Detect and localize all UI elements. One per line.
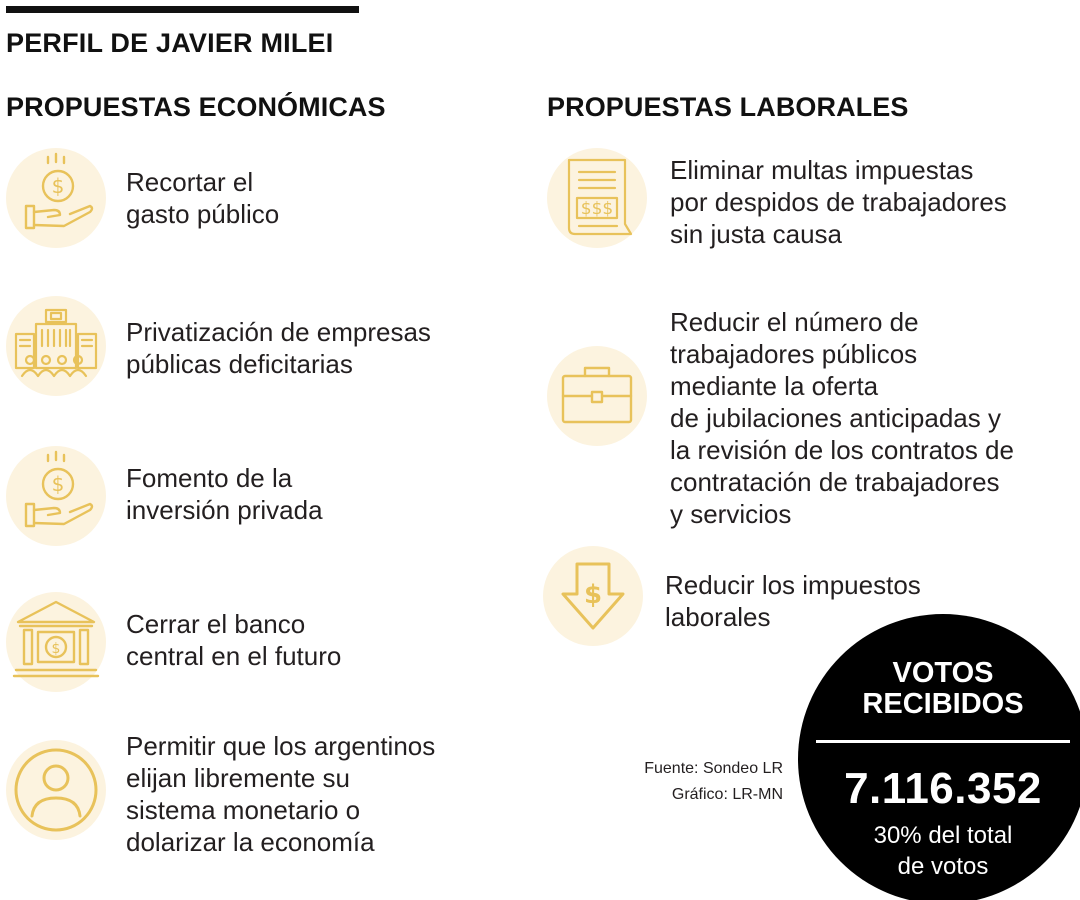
economic-item-line: públicas deficitarias [126,349,353,379]
economic-item-line: elijan libremente su [126,763,351,793]
svg-text:$: $ [51,641,61,657]
economic-item-line: sistema monetario o [126,795,361,825]
top-rule [6,6,359,13]
labor-item-line: contratación de trabajadores [670,467,1000,497]
labor-item-line: Reducir el número de [670,307,919,337]
labor-item-1 [670,154,1007,250]
person-icon [6,740,106,840]
economic-item-line: inversión privada [126,495,323,525]
votes-title: VOTOS [892,657,994,689]
hand-coin-icon [6,148,106,248]
economic-item-1 [126,166,279,230]
labor-item-line: de jubilaciones anticipadas y [670,403,1001,433]
economic-item-line: dolarizar la economía [126,827,375,857]
economic-item-line: Recortar el [126,167,254,197]
votes-circle [798,614,1080,900]
credit-line: Gráfico: LR-MN [671,786,783,803]
source-line: Fuente: Sondeo LR [644,760,783,777]
votes-subtitle: de votos [897,853,989,880]
labor-item-line: trabajadores públicos [670,339,918,369]
economic-item-5 [126,730,435,858]
votes-divider [816,740,1070,743]
labor-item-2 [670,306,1014,530]
svg-text:$: $ [583,580,603,610]
votes-number: 7.116.352 [844,764,1042,813]
section-title-labor: PROPUESTAS LABORALES [547,92,909,122]
labor-item-line: sin justa causa [670,219,842,249]
economic-item-4 [126,608,341,672]
section-title-economic: PROPUESTAS ECONÓMICAS [6,92,386,122]
briefcase-icon [547,346,647,446]
page-title: PERFIL DE JAVIER MILEI [6,28,334,58]
economic-item-line: Permitir que los argentinos [126,731,436,761]
hand-coin-icon [6,446,106,546]
votes-title: RECIBIDOS [862,688,1024,720]
labor-item-line: Reducir los impuestos [665,570,921,600]
economic-item-line: gasto público [126,199,280,229]
economic-item-3 [126,462,323,526]
labor-item-line: y servicios [670,499,792,529]
svg-text:$: $ [51,472,65,496]
economic-item-2 [126,316,431,380]
invoice-icon [547,148,647,248]
labor-item-3 [665,569,921,633]
dollar-down-arrow-icon [543,546,643,646]
svg-text:$$$: $$$ [580,199,614,219]
economic-item-line: central en el futuro [126,641,342,671]
economic-item-line: Fomento de la [126,463,293,493]
building-people-icon [6,296,106,396]
votes-subtitle: 30% del total [873,822,1013,849]
labor-item-line: mediante la oferta [670,371,879,401]
labor-item-line: laborales [665,602,771,632]
bank-icon [6,592,106,692]
economic-item-line: Cerrar el banco [126,609,306,639]
labor-item-line: Eliminar multas impuestas [670,155,974,185]
svg-text:$: $ [51,174,65,198]
labor-item-line: la revisión de los contratos de [670,435,1014,465]
labor-item-line: por despidos de trabajadores [670,187,1007,217]
economic-item-line: Privatización de empresas [126,317,431,347]
